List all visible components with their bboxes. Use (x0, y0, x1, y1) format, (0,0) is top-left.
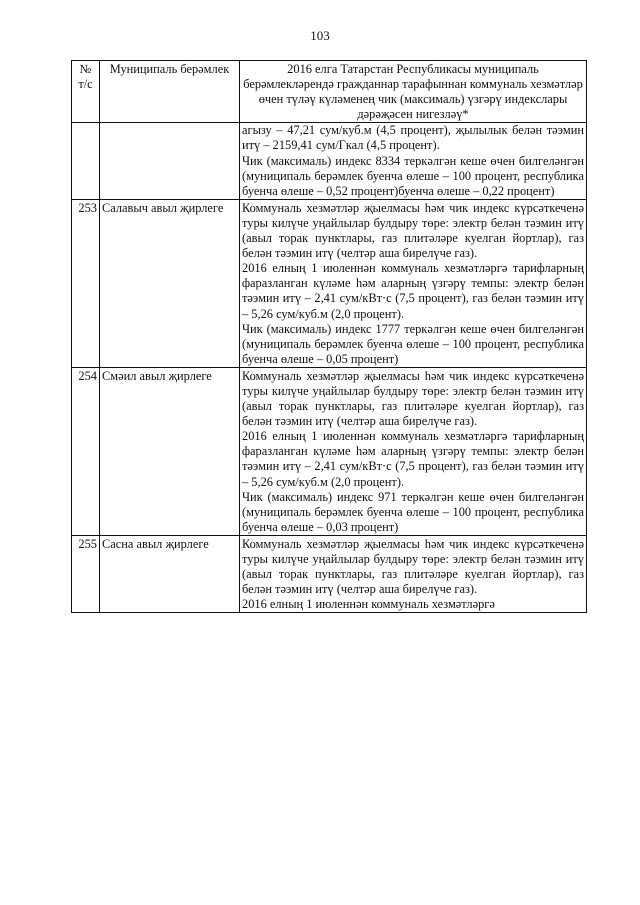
row-paragraph: Чик (максималь) индекс 1777 теркәлгән кеше өчен билгеләнгән (муниципаль берәмлек буенча өлеше – 100 процент, республика буенча өлеше – 0,05 процент) (242, 321, 584, 366)
row-municipality: Смәил авыл җирлеге (100, 367, 240, 535)
row-paragraph: агызу – 47,21 сум/куб.м (4,5 процент), җылылык белән тәэмин итү – 2159,41 сум/Гкал (4,5 процент). (242, 123, 584, 153)
row-description (240, 199, 587, 367)
row-paragraph: 2016 елның 1 июленнән коммуналь хезмәтләргә тарифларның фаразланган күләме һәм аларның үзгәрү темпы: электр белән тәэмин итү – 2,41 сум/кВт·с (7,5 процент), газ белән тәэмин итү – 5,26 сум/куб.м (2,0 процент). (242, 429, 584, 489)
row-number: 254 (72, 367, 100, 535)
header-description: 2016 елга Татарстан Республикасы муниципаль берәмлекләрендә гражданнар тарафыннан коммуналь хезмәтләр өчен түләү күләменең чик (максималь) үзгәрү индекслары дәрәҗәсен нигезләү* (240, 61, 587, 123)
row-paragraph: Коммуналь хезмәтләр җыелмасы һәм чик индекс күрсәткеченә туры килүче уңайлылар булдыру төре: электр белән тәэмин итү (авыл торак пунктлары, газ плитәләре куелган йортлар), газ белән тәэмин итү (челтәр аша бирелүче газ). (242, 200, 584, 261)
row-paragraph: Коммуналь хезмәтләр җыелмасы һәм чик индекс күрсәткеченә туры килүче уңайлылар булдыру төре: электр белән тәэмин итү (авыл торак пунктлары, газ плитәләре куелган йортлар), газ белән тәэмин итү (челтәр аша бирелүче газ). (242, 368, 584, 429)
table-row (72, 367, 587, 535)
row-paragraph: Чик (максималь) индекс 971 теркәлгән кеше өчен билгеләнгән (муниципаль берәмлек буенча өлеше – 100 процент, республика буенча өлеше – 0,03 процент) (242, 489, 584, 534)
header-municipality: Муниципаль берәмлек (100, 61, 240, 123)
row-paragraph: Чик (максималь) индекс 8334 теркәлгән кеше өчен билгеләнгән (муниципаль берәмлек буенча өлеше – 100 процент, республика буенча өлеше – 0,52 процент)буенча өлеше – 0,22 процент) (242, 153, 584, 198)
table-row (72, 199, 587, 367)
page-number: 103 (310, 28, 330, 43)
row-number (72, 123, 100, 199)
table-header-row (72, 61, 587, 123)
row-paragraph: 2016 елның 1 июленнән коммуналь хезмәтләргә тарифларның фаразланган күләме һәм аларның үзгәрү темпы: электр белән тәэмин итү – 2,41 сум/кВт·с (7,5 процент), газ белән тәэмин итү – 5,26 сум/куб.м (2,0 процент). (242, 261, 584, 321)
row-paragraph: 2016 елның 1 июленнән коммуналь хезмәтләргә (242, 597, 495, 612)
row-number: 253 (72, 199, 100, 367)
table-row (72, 535, 587, 612)
row-description (240, 535, 587, 612)
tariff-index-table (71, 60, 587, 613)
table-row (72, 123, 587, 199)
header-number: № т/с (72, 61, 100, 123)
row-municipality: Салавыч авыл җирлеге (100, 199, 240, 367)
row-description (240, 123, 587, 199)
row-municipality (100, 123, 240, 199)
row-paragraph: Коммуналь хезмәтләр җыелмасы һәм чик индекс күрсәткеченә туры килүче уңайлылар булдыру төре: электр белән тәэмин итү (авыл торак пунктлары, газ плитәләре куелган йортлар), газ белән тәэмин итү (челтәр аша бирелүче газ). (242, 536, 584, 597)
row-municipality: Сасна авыл җирлеге (100, 535, 240, 612)
row-description (240, 367, 587, 535)
row-number: 255 (72, 535, 100, 612)
